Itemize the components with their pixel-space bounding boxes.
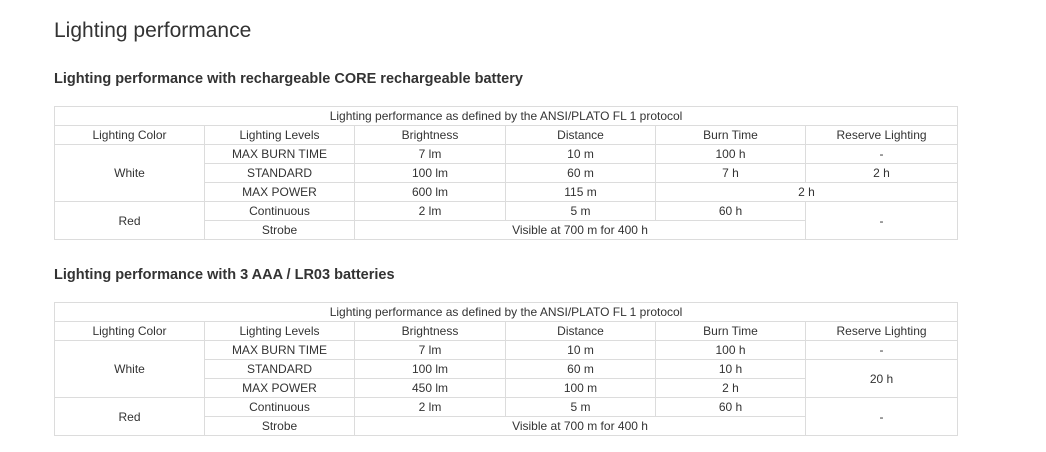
distance-cell: 60 m xyxy=(506,360,656,379)
visibility-cell: Visible at 700 m for 400 h xyxy=(355,417,806,436)
reserve-cell: - xyxy=(806,145,958,164)
distance-cell: 5 m xyxy=(506,202,656,221)
table-row xyxy=(55,398,958,417)
distance-cell: 60 m xyxy=(506,164,656,183)
brightness-cell: 7 lm xyxy=(355,341,506,360)
column-header: Lighting Levels xyxy=(205,126,355,145)
burn-time-cell: 10 h xyxy=(656,360,806,379)
burn-time-cell: 60 h xyxy=(656,398,806,417)
column-header: Reserve Lighting xyxy=(806,322,958,341)
level-cell: MAX POWER xyxy=(205,379,355,398)
distance-cell: 10 m xyxy=(506,341,656,360)
brightness-cell: 7 lm xyxy=(355,145,506,164)
level-cell: Strobe xyxy=(205,221,355,240)
column-header: Lighting Color xyxy=(55,322,205,341)
visibility-cell: Visible at 700 m for 400 h xyxy=(355,221,806,240)
burn-time-cell: 2 h xyxy=(656,379,806,398)
level-cell: MAX POWER xyxy=(205,183,355,202)
distance-cell: 115 m xyxy=(506,183,656,202)
distance-cell: 100 m xyxy=(506,379,656,398)
brightness-cell: 2 lm xyxy=(355,398,506,417)
brightness-cell: 450 lm xyxy=(355,379,506,398)
column-header: Burn Time xyxy=(656,126,806,145)
level-cell: Continuous xyxy=(205,398,355,417)
brightness-cell: 2 lm xyxy=(355,202,506,221)
column-header: Brightness xyxy=(355,322,506,341)
distance-cell: 5 m xyxy=(506,398,656,417)
performance-table-aaa-batteries xyxy=(54,302,958,436)
burn-time-cell: 7 h xyxy=(656,164,806,183)
table-header-row xyxy=(55,322,958,341)
performance-table-core-battery xyxy=(54,106,958,240)
column-header: Brightness xyxy=(355,126,506,145)
page-title: Lighting performance xyxy=(54,19,252,42)
level-cell: MAX BURN TIME xyxy=(205,145,355,164)
color-cell-white: White xyxy=(55,341,205,398)
color-cell-white: White xyxy=(55,145,205,202)
section-title-core-battery: Lighting performance with rechargeable CORE rechargeable battery xyxy=(54,71,523,87)
burn-time-cell: 100 h xyxy=(656,341,806,360)
table-row xyxy=(55,145,958,164)
brightness-cell: 100 lm xyxy=(355,164,506,183)
protocol-caption: Lighting performance as defined by the ANSI/PLATO FL 1 protocol xyxy=(55,303,958,322)
distance-cell: 10 m xyxy=(506,145,656,164)
reserve-cell: 20 h xyxy=(806,360,958,398)
burn-time-cell: 60 h xyxy=(656,202,806,221)
level-cell: MAX BURN TIME xyxy=(205,341,355,360)
color-cell-red: Red xyxy=(55,202,205,240)
column-header: Lighting Color xyxy=(55,126,205,145)
level-cell: Strobe xyxy=(205,417,355,436)
column-header: Distance xyxy=(506,126,656,145)
protocol-caption: Lighting performance as defined by the ANSI/PLATO FL 1 protocol xyxy=(55,107,958,126)
column-header: Reserve Lighting xyxy=(806,126,958,145)
table-header-row xyxy=(55,126,958,145)
brightness-cell: 100 lm xyxy=(355,360,506,379)
brightness-cell: 600 lm xyxy=(355,183,506,202)
column-header: Distance xyxy=(506,322,656,341)
column-header: Lighting Levels xyxy=(205,322,355,341)
level-cell: STANDARD xyxy=(205,164,355,183)
burn-time-cell: 100 h xyxy=(656,145,806,164)
reserve-cell: - xyxy=(806,341,958,360)
reserve-cell: - xyxy=(806,398,958,436)
section-title-aaa-batteries: Lighting performance with 3 AAA / LR03 batteries xyxy=(54,267,395,283)
burn-reserve-cell: 2 h xyxy=(656,183,958,202)
table-row xyxy=(55,202,958,221)
reserve-cell: - xyxy=(806,202,958,240)
table-row xyxy=(55,341,958,360)
table-row xyxy=(55,107,958,126)
color-cell-red: Red xyxy=(55,398,205,436)
reserve-cell: 2 h xyxy=(806,164,958,183)
table-row xyxy=(55,303,958,322)
column-header: Burn Time xyxy=(656,322,806,341)
level-cell: Continuous xyxy=(205,202,355,221)
level-cell: STANDARD xyxy=(205,360,355,379)
